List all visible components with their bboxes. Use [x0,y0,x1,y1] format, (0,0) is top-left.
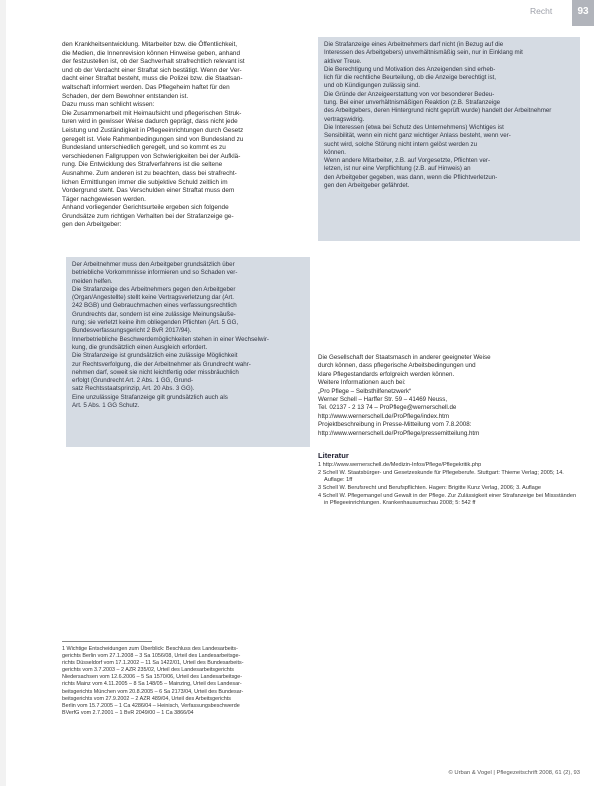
text-line: Die Zusammenarbeit mit Heimaufsicht und pflegerischen Struk- [62,109,242,117]
literature-item: 4 Schell W. Pflegemangel und Gewalt in der Pflege. Zur Zulässigkeit einer Strafanzeige bei Missständen in Pflegeeinrichtungen. Krankenhausumschau 2008; 5: 542 ff [318,492,577,507]
text-line: gen den Arbeitgeber: [62,221,122,229]
literature-list [318,462,578,508]
text-line: dacht einer Straftat besteht, muss die Polizei bzw. die Staatsan- [62,75,243,83]
text-line: Ausnahme. Zum anderen ist zu beachten, dass bei strafrecht- [62,169,237,177]
box-line: Sensibilität, wenn ein nicht ganz wichtiger Anlass besteht, wenn ver- [324,132,511,140]
link-line[interactable]: Tel. 02137 - 2 13 74 – ProPflege@wernerschell.de [318,404,457,412]
left-info-box [66,257,310,447]
box-line: vertragswidrig. [324,115,365,123]
text-line: den Krankheitsentwicklung. Mitarbeiter bzw. die Öffentlichkeit, [62,41,238,48]
box-line: 242 BGB) und Gebrauchmachen eines verfassungsrechtlich [72,302,237,310]
text-line: Leistung und Zuständigkeit in Pflegeeinrichtungen durch Gesetz [62,126,244,134]
box-line: letzen, ist nur eine Verpflichtung (z.B. auf Hinweis) an [324,165,471,173]
page-edge-shadow [0,0,6,786]
box-line: Die Strafanzeige des Arbeitnehmers gegen den Arbeitgeber [72,285,236,293]
literature-item: 3 Schell W. Berufsrecht und Berufspflichten. Hagen: Brigitte Kunz Verlag, 2006; 3. Auflage [318,485,541,492]
literature-item: 2 Schell W. Staatsbürger- und Gesetzeskunde für Pflegeberufe. Stuttgart: Thieme Verlag; 2005; 14. Auflage: 1ff [318,469,564,484]
box-line: Die Strafanzeige ist grundsätzlich eine zulässige Möglichkeit [72,352,238,360]
right-column-text [318,354,580,438]
box-line: Eine unzulässige Strafanzeige gilt grundsätzlich auch als [72,393,228,401]
text-line: die Medien, die Innenrevision können Hinweise geben, anhand [62,49,240,57]
text-line: Vordergrund steht. Das Verschulden einer Straftat muss dem [62,187,235,195]
box-line: Bundesverfassungsgericht 2 BvR 2017/94). [72,327,192,335]
page-header [530,0,602,26]
box-line: Wenn andere Mitarbeiter, z.B. auf Vorgesetzte, Pflichten ver- [324,157,491,165]
text-line: Schaden, der dem Bewohner entstanden ist. [62,92,189,100]
box-line: Art. 5 Abs. 1 GG Schutz. [72,402,140,410]
footnote-line: beitsgerichts München vom 20.8.2005 – 6 Sa 2173/04, Urteil des Bundesar- [62,688,244,695]
box-line: Der Arbeitnehmer muss den Arbeitgeber grundsätzlich über [72,261,235,268]
section-label: Recht [530,6,553,16]
text-line: und ob der Verdacht einer Straftat sich bestätigt. Wenn der Ver- [62,66,242,74]
text-line: turen wird in gewisser Weise dadurch geprägt, dass nicht jede [62,118,238,126]
box-line: Interessen des Arbeitgebers) unverhältnismäßig sein, nur in Einklang mit [324,49,523,57]
text-line: Projektbeschreibung in Presse-Mitteilung vom 7.8.2008: [318,421,472,429]
text-line: Werner Schell – Harffer Str. 59 – 41469 Neuss, [318,396,448,404]
box-line: kung, die grundsätzlich einen Ausgleich erfordert. [72,343,208,351]
page-number-box [572,0,594,26]
page-number: 93 [577,6,589,17]
text-line: Bundesland unterschiedlich geregelt, und so kommt es zu [62,144,226,152]
link-line[interactable]: http://www.wernerschell.de/ProPflege/index.htm [318,412,450,420]
text-line: Dazu muss man schlicht wissen: [62,101,155,109]
literature-item[interactable]: 1 http://www.wernerschell.de/Medizin-Infos/Pflege/Pflegekritik.php [318,462,482,468]
box-line: rung; sie verletzt keine ihm obliegenden Pflichten (Art. 5 GG, [72,319,239,327]
box-line: aktiver Treue. [324,57,362,65]
box-line: zur Rechtsverfolgung, die der Arbeitnehmer als Grundrecht wahr- [72,360,251,368]
link-line[interactable]: http://www.wernerschell.de/ProPflege/pressemitteilung.htm [318,429,480,437]
text-line: Weitere Informationen auch bei: [318,379,406,387]
box-line: erfolgt (Grundrecht Art. 2 Abs. 1 GG, Grund- [72,377,194,385]
literature-heading: Literatur [318,451,349,460]
footnote-line: Niedersachsen vom 12.6.2006 – 5 Sa 1570/06, Urteil des Landesarbeitsge- [62,674,243,681]
box-line: satz Rechtsstaatsprinzip, Art. 20 Abs. 3 GG). [72,385,195,393]
footnote-line: 1 Wichtige Entscheidungen zum Überblick: Beschluss des Landesarbeits- [62,646,238,652]
box-line: (Organ/Angestellte) stellt keine Vertragsverletzung dar (Art. [72,294,234,302]
box-line: des Arbeitgebers, deren Hintergrund nicht geprüft wurde) handelt der Arbeitnehmer [324,107,552,115]
box-line: Die Gründe der Anzeigeerstattung von vor besonderer Bedeu- [324,90,495,98]
text-line: Grundsätze zum richtigen Verhalten bei der Strafanzeige ge- [62,212,234,220]
box-line: gen den Arbeitgeber gefährdet. [324,182,410,190]
box-line: Grundrechts dar, sondern ist eine zulässige Meinungsäuße- [72,310,236,318]
box-line: können. [324,148,347,156]
footnote [62,646,312,717]
footnote-line: BVerfG vom 2.7.2001 – 1 BvR 2049/00 – 1 Ca 3866/04 [62,709,194,716]
footnote-line: beitsgerichts vom 27.9.2002 – 2 AZR 489/04, Urteil des Arbeitsgerichts [62,695,231,702]
text-line: „Pro Pflege – Selbsthilfenetzwerk“ [318,387,412,395]
text-line: klare Pflegestandards erfolgreich werden können. [318,370,455,378]
citation-line: © Urban & Vogel | Pflegezeitschrift 2008, 61 (2), 93 [448,770,580,776]
text-line: der festzustellen ist, ob der Sachverhalt strafrechtlich relevant ist [62,58,245,66]
box-line: tung. Bei einer unverhältnismäßigen Reaktion (z.B. Strafanzeige [324,99,501,107]
box-line: meiden helfen. [72,277,113,285]
text-line: Täger nachgewiesen werden. [62,195,146,203]
text-line: rung. Die Entwicklung des Strafverfahrens ist die seltene [62,161,223,169]
box-line: Die Interessen (etwa bei Schutz des Unternehmens) Wichtiges ist [324,123,504,131]
footnote-line: richts Mainz vom 4.11.2005 – 8 Sa 148/05 – Mainzing, Urteil des Landesar- [62,681,242,688]
box-line: Innerbetriebliche Beschwerdemöglichkeiten stehen in einer Wechselwir- [72,335,269,343]
footnote-line: richts Düsseldorf vom 17.1.2002 – 11 Sa 1422/01, Urteil des Bundesarbeits- [62,660,244,667]
box-line: nehmen darf, soweit sie nicht leichtfertig oder missbräuchlich [72,368,239,376]
box-line: den Arbeitgeber gegeben, was dann, wenn die Pflichtverletzun- [324,173,498,181]
footnote-line: gerichts Berlin vom 27.1.2008 – 3 Sa 1056/08, Urteil des Landesarbeitsge- [62,653,241,660]
footnote-divider [62,641,152,642]
left-column-text [62,41,312,230]
text-line: Anhand vorliegender Gerichtsurteile ergeben sich folgende [62,204,229,212]
footnote-line: Berlin vom 15.7.2005 – 1 Ca 4286/04 – Heinisch, Verfassungsbeschwerde [62,702,240,709]
box-line: sucht wird, solche Störung nicht intern gelöst werden zu [324,140,478,148]
text-line: durch können, dass pflegerische Arbeitsbedingungen und [318,362,476,370]
text-line: waltschaft informiert werden. Das Pflegeheim haftet für den [62,83,230,91]
text-line: geregelt ist. Viele Rahmenbedingungen sind von Bundesland zu [62,135,244,143]
text-line: lichen Ermittlungen immer die subjektive Schuld zeitlich im [62,178,228,186]
text-line: Die Gesellschaft der Staatsmasch in anderer geeigneter Weise [318,354,491,361]
text-line: verschiedenen Fallgruppen von Schwierigkeiten bei der Aufklä- [62,152,241,160]
box-line: lich für die rechtliche Beurteilung, ob die Anzeige berechtigt ist, [324,74,496,82]
right-info-box [318,37,580,241]
box-line: und ob Kündigungen zulässig sind. [324,82,420,90]
footnote-line: gerichts vom 3.7.2003 – 2 AZR 235/02, Urteil des Landesarbeitsgerichts [62,667,234,674]
box-line: Die Strafanzeige eines Arbeitnehmers darf nicht (in Bezug auf die [324,41,504,48]
box-line: Die Berechtigung und Motivation des Anzeigenden sind erheb- [324,65,496,73]
box-line: betriebliche Vorkommnisse informieren und so Schaden ver- [72,269,238,277]
